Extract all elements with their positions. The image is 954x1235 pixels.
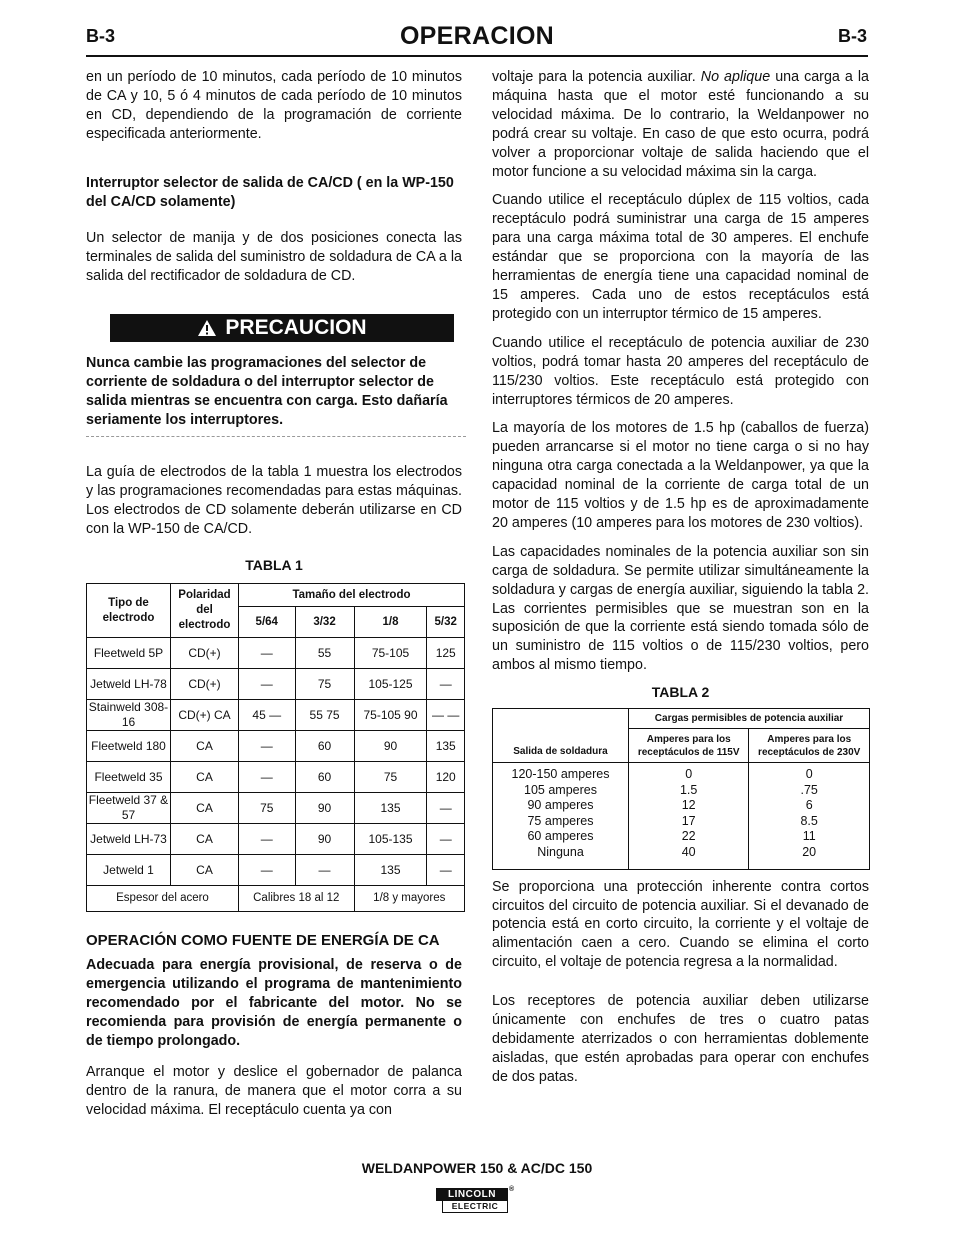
logo-bottom-text: ELECTRIC (442, 1201, 508, 1213)
table-cell: 105-125 (354, 669, 427, 700)
list-item: 40 (681, 845, 696, 860)
table-cell: — (239, 824, 296, 855)
table1-size-2: 1/8 (354, 607, 427, 638)
list-item: 8.5 (800, 813, 818, 828)
table-cell: 60 (295, 731, 354, 762)
intro-paragraph: en un período de 10 minutos, cada período de 10 minutos de CA y 10, 5 ó 4 minutos de cada período de 10 minutos en CD, dependiendo de la programación de corriente especificada anteriormente. (86, 69, 462, 142)
table-cell: 60 (295, 762, 354, 793)
table-cell: Fleetweld 37 & 57 (87, 793, 171, 824)
table-cell: Jetweld LH-73 (87, 824, 171, 855)
table2-230v-cell (749, 763, 870, 870)
registered-mark: ® (509, 1186, 515, 1193)
list-item: .75 (800, 782, 818, 797)
caution-label: PRECAUCION (225, 315, 367, 339)
aux-230v-paragraph: Cuando utilice el receptáculo de potencia auxiliar de 230 voltios, podrá tomar hasta 20 amperes del receptáculo de 115/230 voltios. Este receptáculo está protegido con interruptores térmicos de 20 amperes. (492, 334, 869, 408)
warning-icon (197, 319, 217, 337)
switch-heading: Interruptor selector de salida de CA/CD ( en la WP-150 del CA/CD solamente) (86, 174, 454, 210)
electrode-guide-paragraph: La guía de electrodos de la tabla 1 muestra los electrodos y las programaciones recomendadas para estas máquinas. Los electrodos de CD solamente deberán utilizarse en CD con la WP-150 de CA/CD. (86, 463, 462, 537)
list-item: 75 amperes (527, 813, 594, 828)
table-row (87, 793, 465, 824)
list-item: 12 (681, 798, 696, 813)
page-header (0, 0, 954, 60)
table2-header-output: Salida de soldadura (493, 709, 629, 763)
table-cell: — (427, 793, 465, 824)
list-item: 120-150 amperes (511, 767, 610, 782)
table2-caption: TABLA 2 (651, 684, 710, 701)
aux-voltage-text-b: una carga a la máquina hasta que el motor esté funcionando a su velocidad máxima. De lo contrario, la Weldanpower no podrá crear su voltaje. En caso de que esto ocurra, podrá volver a proporcionar voltaje de salida haciendo que el motor funcione a su velocidad máxima sin la carga. (492, 69, 869, 180)
table2-115v-cell (629, 763, 749, 870)
list-item: 17 (681, 813, 696, 828)
short-circuit-paragraph: Se proporciona una protección inherente contra cortos circuitos del circuito de potencia auxiliar. Si el devanado de potencia está en corto circuito, la corriente y el voltaje de alimentación caen a cero. Cuando se elimina el corto circuito, el voltaje de potencia regresa a la normalidad. (492, 878, 869, 971)
lincoln-electric-logo (436, 1186, 515, 1214)
table-cell: — — (427, 700, 465, 731)
table2-header-group: Cargas permisibles de potencia auxiliar (629, 709, 870, 729)
start-engine-paragraph: Arranque el motor y deslice el gobernador de palanca dentro de la ranura, de manera que el motor corra a su velocidad máxima. El receptáculo cuenta ya con (86, 1063, 462, 1118)
table-cell: Fleetweld 180 (87, 731, 171, 762)
aux-voltage-text-a: voltaje para la potencia auxiliar. (492, 69, 701, 85)
page-title: OPERACION (399, 22, 555, 50)
table1-size-0: 5/64 (239, 607, 296, 638)
table-cell: CD(+) CA (171, 700, 239, 731)
table-cell: 75-105 90 (354, 700, 427, 731)
list-item: 20 (802, 845, 817, 860)
table2-output-cell (493, 763, 629, 870)
section-bold-paragraph: Adecuada para energía provisional, de reserva o de emergencia utilizando el programa de mantenimiento recomendado por el fabricante del motor. No se recomienda para provisión de energía permanente o de tiempo prolongado. (86, 957, 462, 1049)
list-item: 6 (805, 798, 813, 813)
table-row (493, 763, 870, 870)
aux-voltage-italic: No aplique (700, 69, 771, 85)
list-item: 0 (805, 767, 813, 782)
table-cell: — (427, 669, 465, 700)
table-cell: Jetweld LH-78 (87, 669, 171, 700)
table-cell: 90 (354, 731, 427, 762)
table-cell: 105-135 (354, 824, 427, 855)
table-cell: CA (171, 793, 239, 824)
table-cell: 120 (427, 762, 465, 793)
table-cell: CA (171, 762, 239, 793)
page-code-left: B-3 (86, 26, 116, 46)
list-item: 11 (802, 829, 816, 844)
list-item: 105 amperes (524, 782, 597, 797)
table-cell: CA (171, 824, 239, 855)
table1-footer-label: Espesor del acero (87, 886, 239, 912)
list-item: 0 (685, 767, 693, 782)
table-row (87, 762, 465, 793)
table-cell: — (239, 855, 296, 886)
table-cell: — (239, 638, 296, 669)
table-footer-row (87, 886, 465, 912)
duplex-receptacle-paragraph: Cuando utilice el receptáculo dúplex de 115 voltios, cada receptáculo podrá suministrar una carga de 15 amperes para una carga máxima total de 30 amperes. El enchufe estándar que se proporciona con la mayoría de las herramientas de energía tiene una capacidad nominal de 15 amperes. Cada uno de estos receptáculos está protegido con un interruptor térmico de 15 amperes. (492, 192, 869, 322)
table-row (87, 824, 465, 855)
table-row (87, 700, 465, 731)
caution-text: Nunca cambie las programaciones del selector de corriente de soldadura o del interruptor selector de salida mientras se encuentra con carga. Esto dañaría seriamente los interruptores. (86, 355, 448, 428)
table-row (87, 669, 465, 700)
table-cell: 135 (354, 793, 427, 824)
table-cell: Jetweld 1 (87, 855, 171, 886)
table-cell: 55 75 (295, 700, 354, 731)
table1-footer-gauges: Calibres 18 al 12 (239, 886, 355, 912)
header-rule (86, 55, 868, 57)
caution-divider (86, 436, 466, 437)
table-cell: 75 (354, 762, 427, 793)
right-column (492, 68, 869, 1087)
switch-paragraph: Un selector de manija y de dos posiciones conecta las terminales de salida del suministro de soldadura de CA a la salida del rectificador de soldadura de CD. (86, 230, 462, 285)
table-cell: — (239, 762, 296, 793)
list-item: 60 amperes (527, 829, 594, 844)
table1-header-type: Tipo de electrodo (87, 584, 171, 638)
table-row (87, 855, 465, 886)
plug-requirements-paragraph: Los receptores de potencia auxiliar deben utilizarse únicamente con enchufes de tres o cuatro patas debidamente aterrizados o con herramientas doblemente aisladas, que estén aprobadas para operar con enchufes de dos patas. (492, 993, 869, 1085)
table-cell: 55 (295, 638, 354, 669)
table1-footer-thickness: 1/8 y mayores (354, 886, 464, 912)
table-cell: 90 (295, 824, 354, 855)
table-cell: Fleetweld 35 (87, 762, 171, 793)
aux-voltage-paragraph (492, 68, 869, 181)
table-cell: 45 — (239, 700, 296, 731)
list-item: 1.5 (679, 782, 698, 797)
page-code-right: B-3 (838, 26, 868, 46)
table-cell: 125 (427, 638, 465, 669)
table-cell: 90 (295, 793, 354, 824)
table1-caption: TABLA 1 (245, 557, 303, 574)
aux-power-table (492, 708, 870, 870)
table-cell: CD(+) (171, 638, 239, 669)
table-cell: — (239, 669, 296, 700)
table-cell: 135 (427, 731, 465, 762)
list-item: 22 (681, 829, 696, 844)
table-cell: — (295, 855, 354, 886)
table1-header-size: Tamaño del electrodo (239, 584, 465, 607)
table-cell: CA (171, 731, 239, 762)
table-row (87, 638, 465, 669)
table-cell: 75 (295, 669, 354, 700)
list-item: 90 amperes (527, 798, 594, 813)
table2-header-115v: Amperes para los receptáculos de 115V (629, 729, 749, 763)
table2-header-230v: Amperes para los receptáculos de 230V (749, 729, 870, 763)
table-cell: 75-105 (354, 638, 427, 669)
table-cell: Stainweld 308-16 (87, 700, 171, 731)
electrode-table (86, 583, 465, 912)
table-cell: 135 (354, 855, 427, 886)
list-item: Ninguna (537, 845, 584, 860)
caution-banner (110, 314, 454, 342)
table-cell: Fleetweld 5P (87, 638, 171, 669)
section-heading: OPERACIÓN COMO FUENTE DE ENERGÍA DE CA (86, 932, 440, 950)
logo-top-text: LINCOLN (436, 1188, 508, 1201)
table-cell: — (427, 824, 465, 855)
table-row (87, 731, 465, 762)
table-cell: CA (171, 855, 239, 886)
footer-model-name: WELDANPOWER 150 & AC/DC 150 (361, 1160, 593, 1176)
table1-size-3: 5/32 (427, 607, 465, 638)
left-column (86, 68, 462, 1120)
table-cell: — (427, 855, 465, 886)
table-cell: 75 (239, 793, 296, 824)
aux-ratings-paragraph: Las capacidades nominales de la potencia auxiliar son sin carga de soldadura. Se permite utilizar simultáneamente la soldadura y cargas de energía auxiliar, siguiendo la tabla 2. Las corrientes permisibles que se muestran son en la suposición de que la corriente está siendo tomada sólo de un suministro de 115 voltios o de 115/230 voltios, pero ambos al mismo tiempo. (492, 543, 869, 674)
table1-header-polarity: Polaridad del electrodo (171, 584, 239, 638)
table-cell: — (239, 731, 296, 762)
motor-start-paragraph: La mayoría de los motores de 1.5 hp (caballos de fuerza) pueden arrancarse si el motor no tiene carga o si no hay ninguna otra carga conectada a la Weldanpower, ya que la capacidad nominal de la corriente de carga total de un motor de 115 voltios y de 1.5 hp es de aproximadamente 20 amperes (10 amperes para los motores de 230 voltios). (492, 420, 869, 531)
table1-size-1: 3/32 (295, 607, 354, 638)
table-cell: CD(+) (171, 669, 239, 700)
